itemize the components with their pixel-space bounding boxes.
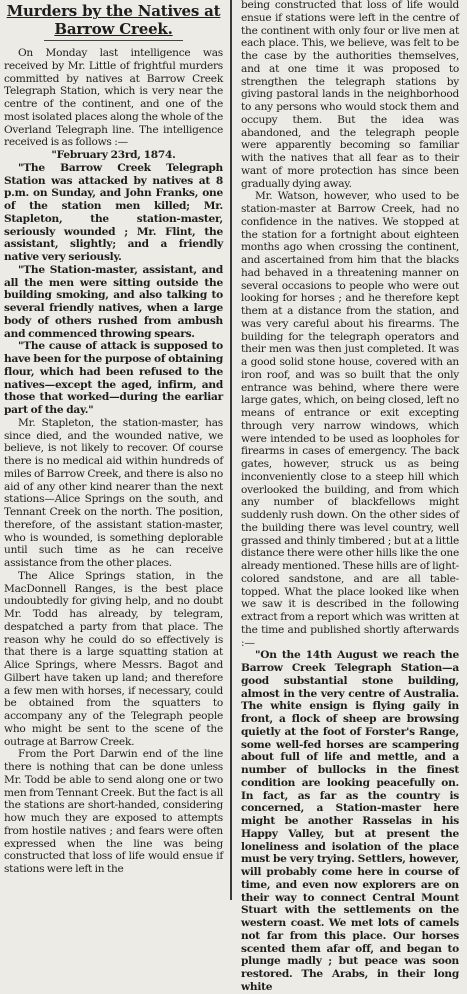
article-title: Murders by the Natives at Barrow Creek. [6, 2, 221, 38]
paragraph: "The cause of attack is supposed to have been for the purpose of obtaining flour, which had been refused to the natives—except the aged, infirm, and those that worked—during the earliar part of the day." [4, 340, 223, 416]
paragraph: "The Barrow Creek Telegraph Station was attacked by natives at 8 p.m. on Sunday, and John Franks, one of the station men killed; Mr. Stapleton, the station-master, seriously wounded ; Mr. Flint, the assistant, slightly; and a friendly native very seriously. [4, 161, 223, 263]
paragraph: On Monday last intelligence was received by Mr. Little of frightful murders committed by natives at Barrow Creek Telegraph Station, which is very near the centre of the continent, and one of the most isolated places along the whole of the Overland Telegraph line. The intelligence received is as follows :— [4, 47, 223, 149]
right-column-body [241, 0, 459, 994]
paragraph: The Alice Springs station, in the MacDonnell Ranges, is the best place undoubtedly for giving help, and no doubt Mr. Todd has already, by telegram, despatched a party from that place. The reason why he could do so effectively is that there is a large squatting station at Alice Springs, where Messrs. Bagot and Gilbert have taken up land; and therefore a few men with horses, if necessary, could be obtained from the squatters to accompany any of the Telegraph people who might be sent to the scene of the outrage at Barrow Creek. [4, 569, 223, 748]
paragraph: "The Station-master, assistant, and all the men were sitting outside the building smoking, and also talking to several friendly natives, when a large body of others rushed from ambush and commenced throwing spears. [4, 263, 223, 340]
left-column [0, 0, 226, 900]
left-column-body [4, 47, 223, 876]
paragraph: From the Port Darwin end of the line there is nothing that can be done unless Mr. Todd be able to send along one or two men from Tennant Creek. But the fact is all the stations are short-handed, considering how much they are exposed to attempts from hostile natives ; and fears were often expressed when the line was being constructed that loss of life would ensue if stations were left in the [4, 748, 223, 875]
paragraph: being constructed that loss of life would ensue if stations were left in the centre of the continent with only four or live men at each place. This, we believe, was felt to be the case by the authorities themselves, and at one time it was proposed to strengthen the telegraph stations by giving pastoral lands in the neighborhood to any persons who would stock them and occupy them. But the idea was abandoned, and the telegraph people were apparently becoming so familiar with the natives that all fear as to their want of more protection has since been gradually dying away. [241, 0, 459, 190]
paragraph: "On the 14th August we reach the Barrow Creek Telegraph Station—a good substantial stone building, almost in the very centre of Australia. The white ensign is flying gaily in front, a flock of sheep are browsing quietly at the foot of Forster's Range, some well-fed horses are scampering about full of life and mettle, and a number of bullocks in the finest condition are looking peacefully on. In fact, as far as the country is concerned, a Station-master here might be another Rasselas in his Happy Valley, but at present the loneliness and isolation of the place must be very trying. Settlers, however, will probably come here in course of time, and even now explorers are on their way to connect Central Mount Stuart with the settlements on the western coast. We met lots of camels not far from this place. Our horses scented them afar off, and began to plunge madly ; but peace was soon restored. The Arabs, in their long white [241, 649, 459, 993]
column-divider [230, 0, 232, 900]
title-rule [44, 40, 183, 41]
right-column [236, 0, 462, 993]
paragraph: "February 23rd, 1874. [51, 149, 176, 161]
paragraph: Mr. Stapleton, the station-master, has since died, and the wounded native, we believe, is not likely to recover. Of course there is no medical aid within hundreds of miles of Barrow Creek, and there is also no aid of any other kind nearer than the next stations—Alice Springs on the south, and Tennant Creek on the north. The position, therefore, of the assistant station-master, who is wounded, is something deplorable until such time as he can receive assistance from the other places. [4, 416, 223, 569]
paragraph: Mr. Watson, however, who used to be station-master at Barrow Creek, had no confidence in the natives. We stopped at the station for a fortnight about eighteen months ago when crossing the continent, and ascertained from him that the blacks had behaved in a threatening manner on several occasions to people who were out looking for horses ; and he therefore kept them at a distance from the station, and was very careful about his firearms. The building for the telegraph operators and their men was then just completed. It was a good solid stone house, covered with an iron roof, and was so built that the only entrance was behind, where there were large gates, which, on being closed, left no means of entrance or exit excepting through very narrow windows, which were intended to be used as loopholes for firearms in cases of emergency. The back gates, however, struck us as being inconveniently close to a steep hill which overlooked the building, and from which any number of blackfellows might suddenly rush down. On the other sides of the building there was level country, well grassed and thinly timbered ; but at a little distance there were other hills like the one already mentioned. These hills are of light-colored sandstone, and are all table-topped. What the place looked like when we saw it is described in the following extract from a report which was written at the time and published shortly afterwards :— [241, 190, 459, 649]
